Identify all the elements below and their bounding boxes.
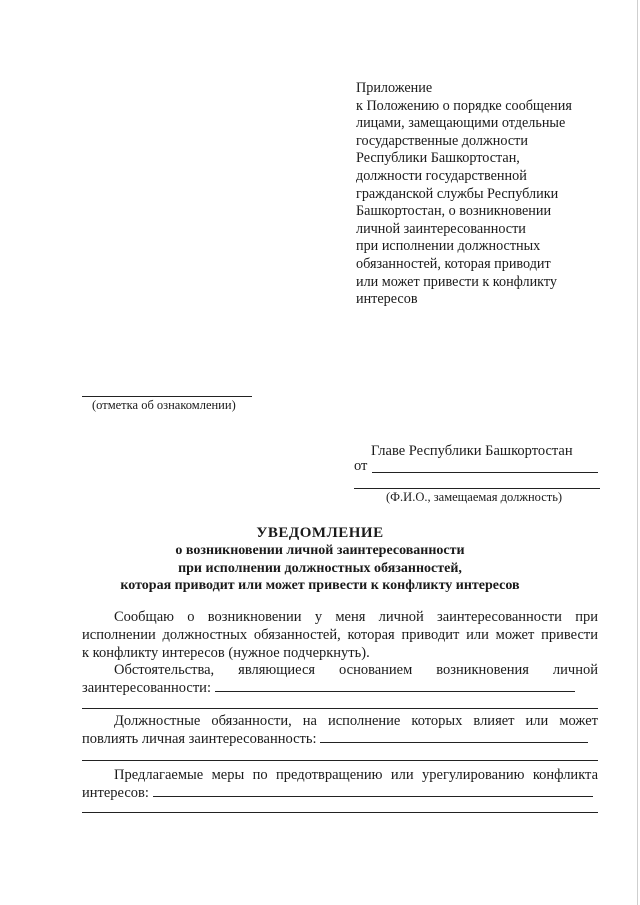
addressee-title: Главе Республики Башкортостан <box>371 443 573 459</box>
paragraph-line: повлиять личная заинтересованность: <box>82 731 317 747</box>
paragraph-measures <box>82 766 598 802</box>
acknowledgement-line <box>82 396 252 397</box>
paragraph-line-with-fill <box>82 679 598 697</box>
appendix-line: государственные должности <box>356 132 528 149</box>
acknowledgement-label: (отметка об ознакомлении) <box>92 398 236 412</box>
appendix-line: Республики Башкортостан, <box>356 150 520 167</box>
document-title: УВЕДОМЛЕНИЕ <box>256 525 384 541</box>
paragraph-line-with-fill <box>82 730 598 748</box>
subtitle-line: при исполнении должностных обязанностей, <box>178 560 462 576</box>
paragraph-line: Сообщаю о возникновении у меня личной заинтересованности при <box>114 609 598 625</box>
duties-fill-line <box>320 730 588 743</box>
paragraph-report <box>82 608 598 662</box>
fio-label: (Ф.И.О., замещаемая должность) <box>386 490 563 504</box>
paragraph-line: Обстоятельства, являющиеся основанием возникновения личной <box>114 662 598 678</box>
measures-fill-line <box>153 784 593 797</box>
appendix-line: обязанностей, которая приводит <box>356 255 551 272</box>
appendix-line: личной заинтересованности <box>356 220 526 237</box>
paragraph-line: к конфликту интересов (нужное подчеркнуть). <box>82 645 370 661</box>
paragraph-circumstances <box>82 661 598 697</box>
appendix-line: гражданской службы Республики <box>356 185 559 202</box>
appendix-line: должности государственной <box>356 167 527 184</box>
circumstances-fill-line <box>215 679 575 692</box>
appendix-line: интересов <box>356 291 418 308</box>
paragraph-line: исполнении должностных обязанностей, которая приводит или может привести <box>82 627 598 643</box>
paragraph-line: Должностные обязанности, на исполнение которых влияет или может <box>114 713 598 729</box>
page-edge <box>637 0 638 905</box>
paragraph-duties <box>82 712 598 748</box>
paragraph-line-with-fill <box>82 784 598 802</box>
appendix-line: при исполнении должностных <box>356 238 541 255</box>
appendix-line: или может привести к конфликту <box>356 273 557 290</box>
from-fill-line <box>372 472 598 473</box>
appendix-line: Приложение <box>356 80 433 96</box>
measures-extra-line <box>82 812 598 813</box>
paragraph-line: интересов: <box>82 785 149 801</box>
subtitle-line: о возникновении личной заинтересованности <box>175 543 465 558</box>
appendix-line: Башкортостан, о возникновении <box>356 203 552 220</box>
from-fill-line-2 <box>354 488 600 489</box>
document-subtitle <box>0 542 640 595</box>
appendix-block <box>356 80 606 309</box>
appendix-line: лицами, замещающими отдельные <box>356 115 566 132</box>
from-label: от <box>354 458 368 474</box>
subtitle-line: которая приводит или может привести к конфликту интересов <box>120 578 520 593</box>
paragraph-line: заинтересованности: <box>82 680 211 696</box>
paragraph-line: Предлагаемые меры по предотвращению или урегулированию конфликта <box>114 767 598 783</box>
circumstances-extra-line <box>82 708 598 709</box>
appendix-line: к Положению о порядке сообщения <box>356 97 572 114</box>
duties-extra-line <box>82 760 598 761</box>
